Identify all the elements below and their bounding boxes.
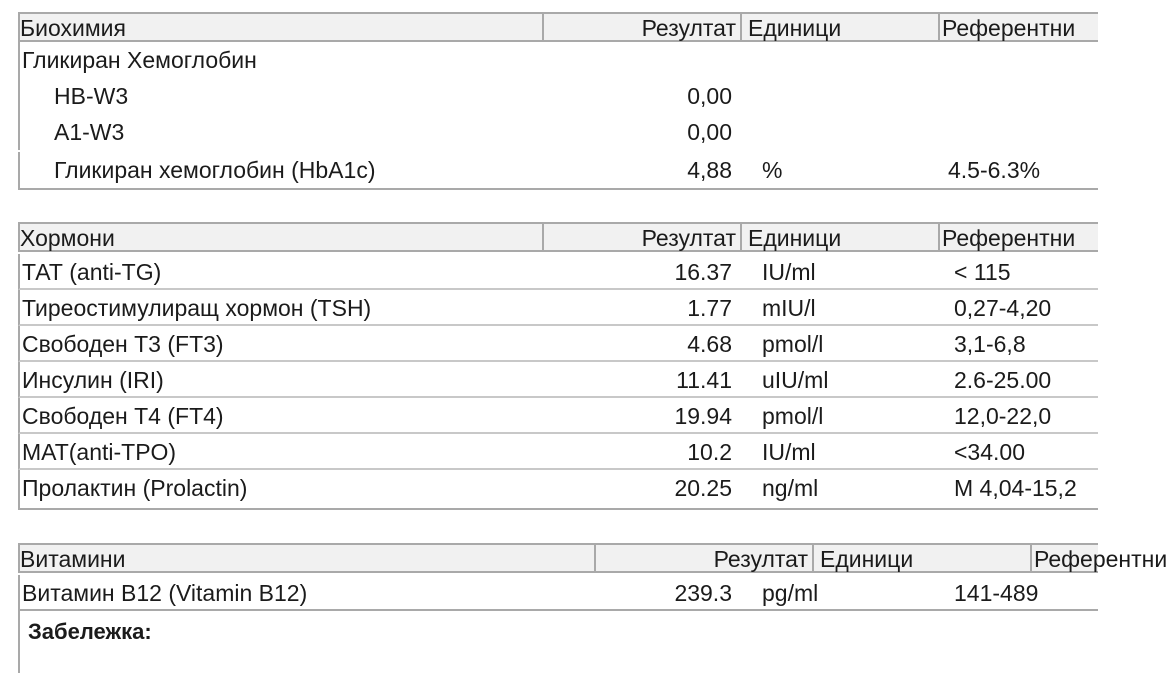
vitamins-header-name: Витамини: [20, 546, 126, 572]
test-name: ТАТ (anti-TG): [22, 259, 162, 285]
table-row: [18, 152, 1098, 190]
table-row: [18, 114, 1098, 150]
test-name: МАТ(anti-TPO): [22, 439, 177, 465]
test-reference: 2.6-25.00: [954, 367, 1052, 393]
table-row: [18, 470, 1098, 510]
test-result: 0,00: [687, 83, 732, 109]
hormones-header-reference: Референтни: [938, 224, 1100, 250]
test-units: IU/ml: [762, 439, 816, 465]
biochemistry-header-row: [18, 12, 1098, 42]
test-reference: 4.5-6.3%: [948, 157, 1041, 183]
table-row: [18, 362, 1098, 398]
test-result: 11.41: [676, 367, 732, 393]
test-units: pmol/l: [762, 331, 824, 357]
table-row: [18, 434, 1098, 470]
table-row: [18, 78, 1098, 114]
table-row: [18, 398, 1098, 434]
biochemistry-section: [18, 12, 1098, 192]
test-result: 0,00: [687, 119, 732, 145]
test-reference: < 115: [954, 259, 1011, 285]
vitamins-header-reference: Референтни: [1030, 545, 1100, 571]
biochemistry-header-name: Биохимия: [20, 15, 126, 41]
table-row: [18, 575, 1098, 611]
test-name: Свободен Т3 (FT3): [22, 331, 224, 357]
test-units: %: [762, 157, 783, 183]
test-name: Пролактин (Prolactin): [22, 475, 248, 501]
test-result: 239.3: [674, 580, 732, 606]
biochemistry-header-units: Единици: [740, 14, 938, 40]
test-result: 19.94: [674, 403, 732, 429]
test-reference: 141-489: [954, 580, 1039, 606]
test-result: 16.37: [674, 259, 732, 285]
test-result: 4.68: [687, 331, 732, 357]
test-reference: 3,1-6,8: [954, 331, 1026, 357]
table-row: [18, 290, 1098, 326]
test-reference: <34.00: [954, 439, 1025, 465]
test-result: 10.2: [687, 439, 732, 465]
note-box: [18, 611, 1098, 673]
test-name: A1-W3: [54, 119, 125, 145]
vitamins-section: [18, 543, 1167, 673]
test-units: pmol/l: [762, 403, 824, 429]
test-name: Витамин B12 (Vitamin B12): [22, 580, 308, 606]
test-units: ng/ml: [762, 475, 819, 501]
test-name: Гликиран хемоглобин (HbA1c): [54, 157, 376, 183]
biochemistry-header-result: Резултат: [542, 14, 740, 40]
test-reference: 0,27-4,20: [954, 295, 1052, 321]
table-row: [18, 254, 1098, 290]
vitamins-header-row: [18, 543, 1167, 573]
test-name: Тиреостимулиращ хормон (TSH): [22, 295, 372, 321]
hormones-header-result: Резултат: [542, 224, 740, 250]
vitamins-header-result: Резултат: [594, 545, 812, 571]
hormones-section: [18, 222, 1098, 514]
biochemistry-group-label: Гликиран Хемоглобин: [22, 47, 257, 73]
test-name: HB-W3: [54, 83, 129, 109]
test-result: 4,88: [687, 157, 732, 183]
test-reference: М 4,04-15,2: [954, 475, 1077, 501]
vitamins-header-units: Единици: [812, 545, 1030, 571]
test-name: Свободен Т4 (FT4): [22, 403, 224, 429]
hormones-header-units: Единици: [740, 224, 938, 250]
table-row: [18, 326, 1098, 362]
test-result: 20.25: [674, 475, 732, 501]
hormones-header-row: [18, 222, 1098, 252]
test-units: uIU/ml: [762, 367, 829, 393]
note-label: Забележка:: [28, 619, 152, 644]
test-reference: 12,0-22,0: [954, 403, 1052, 429]
biochemistry-group-row: [18, 42, 1098, 78]
test-result: 1.77: [687, 295, 732, 321]
test-units: mIU/l: [762, 295, 816, 321]
test-units: pg/ml: [762, 580, 819, 606]
test-units: IU/ml: [762, 259, 816, 285]
hormones-header-name: Хормони: [20, 225, 115, 251]
test-name: Инсулин (IRI): [22, 367, 164, 393]
biochemistry-header-reference: Референтни: [938, 14, 1100, 40]
